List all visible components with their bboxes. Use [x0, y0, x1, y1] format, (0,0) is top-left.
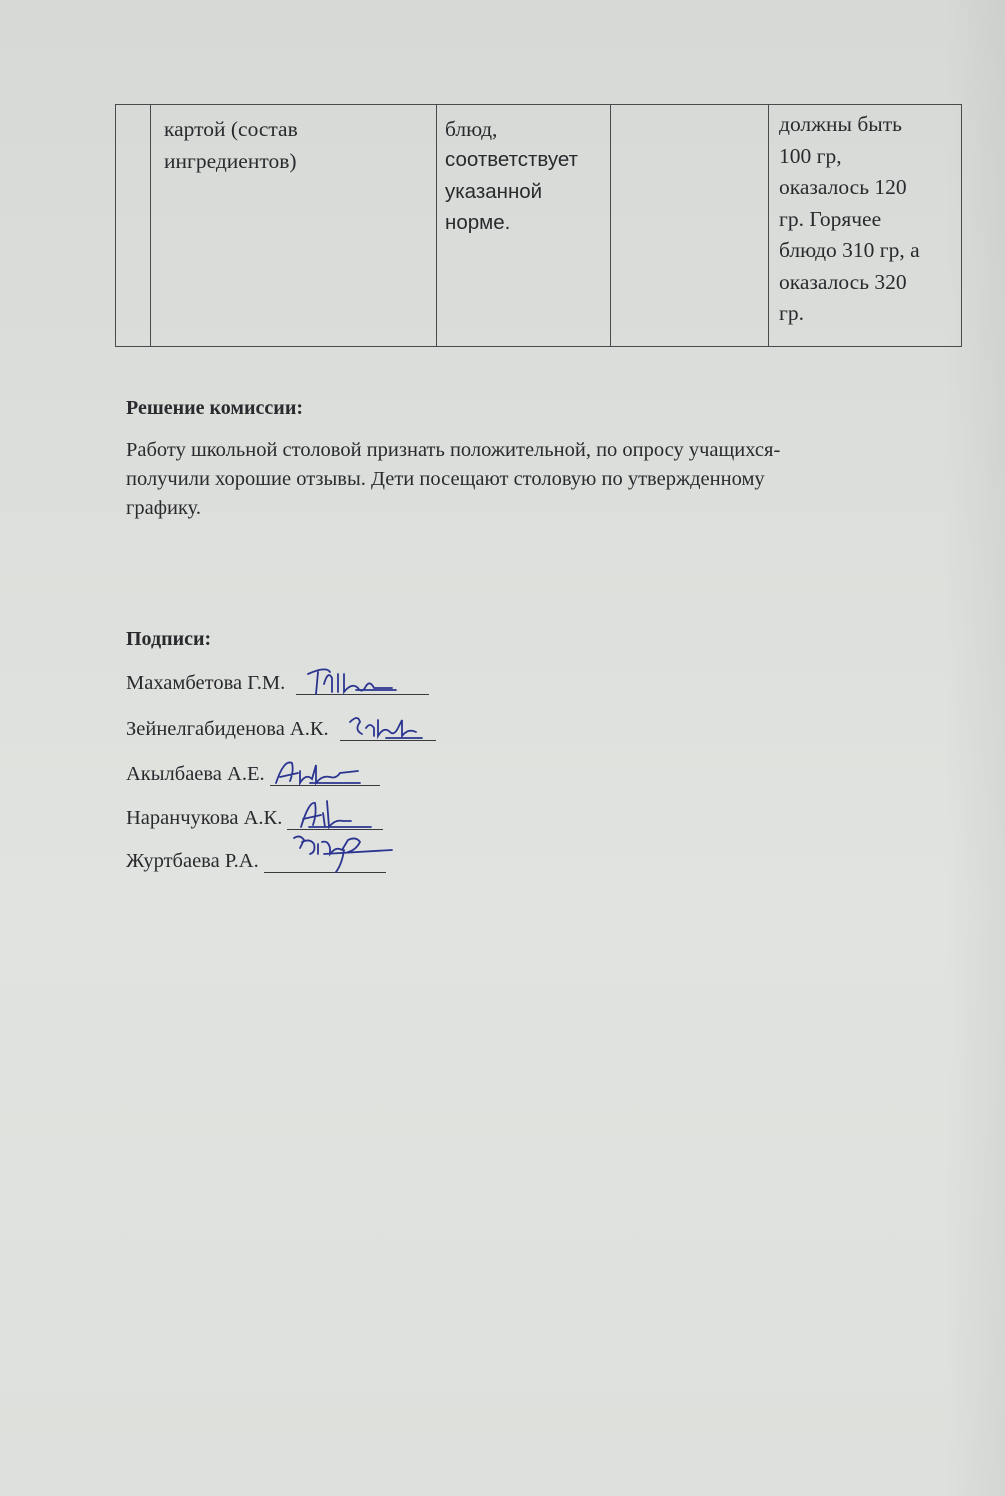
signature-line: [296, 670, 429, 695]
handwritten-signature: [264, 830, 394, 876]
table-column-divider: [768, 105, 769, 346]
table-column-divider: [610, 105, 611, 346]
decision-text: Работу школьной столовой признать положительной, по опросу учащихся- получили хорошие отзывы. Дети посещают столовую по утвержденному графику.: [126, 439, 781, 519]
signature-row: [126, 761, 380, 791]
signature-line: [340, 716, 436, 741]
table-cell-result: соответствует указанной норме.: [445, 148, 578, 234]
signer-name: Журтбаева Р.А.: [126, 850, 259, 872]
handwritten-signature: [270, 755, 370, 789]
signer-name: Зейнелгабиденова А.К.: [126, 718, 329, 740]
handwritten-signature: [296, 664, 406, 698]
table-cell-result-line1: блюд,: [445, 117, 498, 141]
signer-name: Акылбаева А.Е.: [126, 763, 265, 785]
signer-name: Махамбетова Г.М.: [126, 672, 286, 694]
signer-name: Наранчукова А.К.: [126, 807, 283, 829]
handwritten-signature: [340, 710, 430, 744]
signatures-heading: Подписи:: [126, 628, 212, 650]
signature-row: [126, 848, 386, 878]
signature-row: [126, 716, 436, 746]
signature-row: [126, 670, 429, 700]
decision-heading: Решение комиссии:: [126, 397, 304, 419]
signature-line: [264, 848, 386, 873]
handwritten-signature: [287, 797, 377, 833]
table-cell-note: должны быть 100 гр, оказалось 120 гр. Горячее блюдо 310 гр, а оказалось 320 гр.: [779, 112, 920, 325]
table-column-divider: [436, 105, 437, 346]
signature-line: [287, 805, 383, 830]
signature-line: [270, 761, 380, 786]
table-column-divider: [150, 105, 151, 346]
table-cell-procedure: картой (состав ингредиентов): [164, 117, 298, 173]
inspection-table: [115, 104, 962, 347]
